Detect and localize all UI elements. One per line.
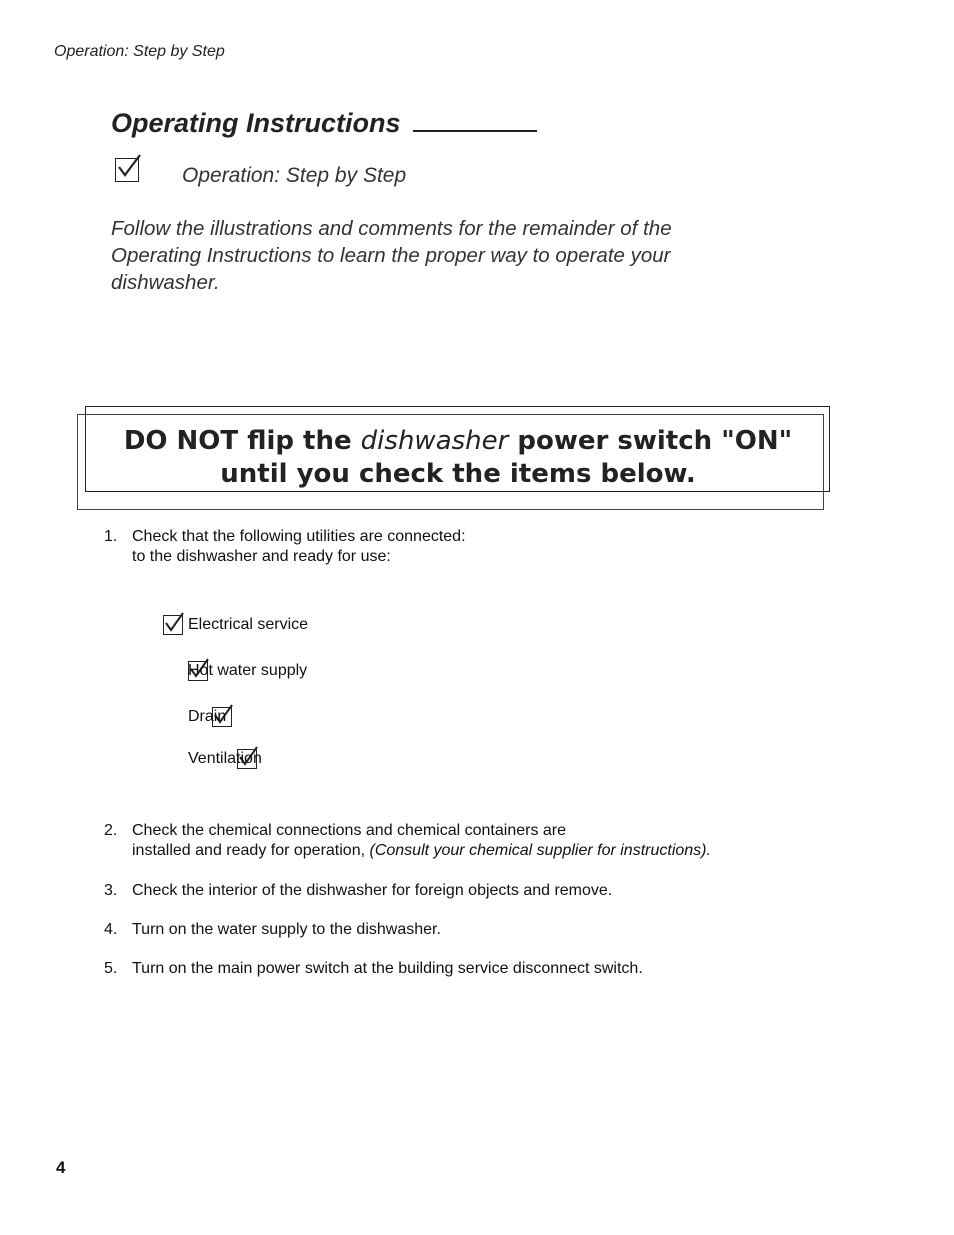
- section-title: [111, 108, 537, 139]
- checked-box-icon: [115, 158, 139, 182]
- step-text: Turn on the water supply to the dishwasher.: [132, 921, 441, 938]
- step-text-italic-note: (Consult your chemical supplier for instructions).: [369, 842, 711, 859]
- step-number: 5.: [104, 960, 118, 977]
- step-text-continued: to the dishwasher and ready for use:: [132, 548, 391, 565]
- title-underline-rule: [413, 129, 537, 132]
- step-text: Check the interior of the dishwasher for foreign objects and remove.: [132, 882, 613, 899]
- step-number: 4.: [104, 921, 118, 938]
- step-text-continued: [104, 841, 824, 861]
- running-header: Operation: Step by Step: [54, 43, 225, 60]
- utility-item-electrical: Electrical service: [188, 616, 309, 633]
- step-number: 2.: [104, 822, 118, 839]
- step-text: Turn on the main power switch at the building service disconnect switch.: [132, 960, 643, 977]
- step-number: 1.: [104, 528, 118, 545]
- step-text: Check the chemical connections and chemical containers are: [132, 822, 567, 839]
- utility-item-hot-water: Hot water supply: [188, 662, 308, 679]
- step-item-4: [104, 920, 824, 940]
- warning-text-italic: dishwasher: [360, 426, 509, 456]
- warning-text-b: power switch "ON": [508, 426, 793, 456]
- page-number: 4: [56, 1158, 66, 1177]
- utility-item-ventilation: Ventilation: [188, 750, 262, 767]
- warning-line-2: until you check the items below.: [220, 459, 696, 489]
- step-text: Check that the following utilities are connected:: [132, 528, 466, 545]
- warning-text-a: DO NOT flip the: [123, 426, 361, 456]
- warning-line-1: [90, 425, 826, 458]
- utility-item-drain: Drain: [188, 708, 227, 725]
- step-item-1: [104, 527, 824, 567]
- intro-paragraph: Follow the illustrations and comments for the remainder of the Operating Instructions to learn the proper way to operate your dishwasher.: [111, 217, 672, 294]
- warning-notice: [90, 425, 826, 491]
- step-number: 3.: [104, 882, 118, 899]
- step-item-2: [104, 821, 824, 861]
- checked-box-icon: [163, 615, 183, 635]
- step-text-plain: installed and ready for operation,: [132, 842, 370, 859]
- step-item-5: [104, 959, 824, 979]
- section-title-text: Operating Instructions: [111, 108, 401, 138]
- step-item-3: [104, 881, 824, 901]
- section-subtitle: Operation: Step by Step: [182, 164, 407, 187]
